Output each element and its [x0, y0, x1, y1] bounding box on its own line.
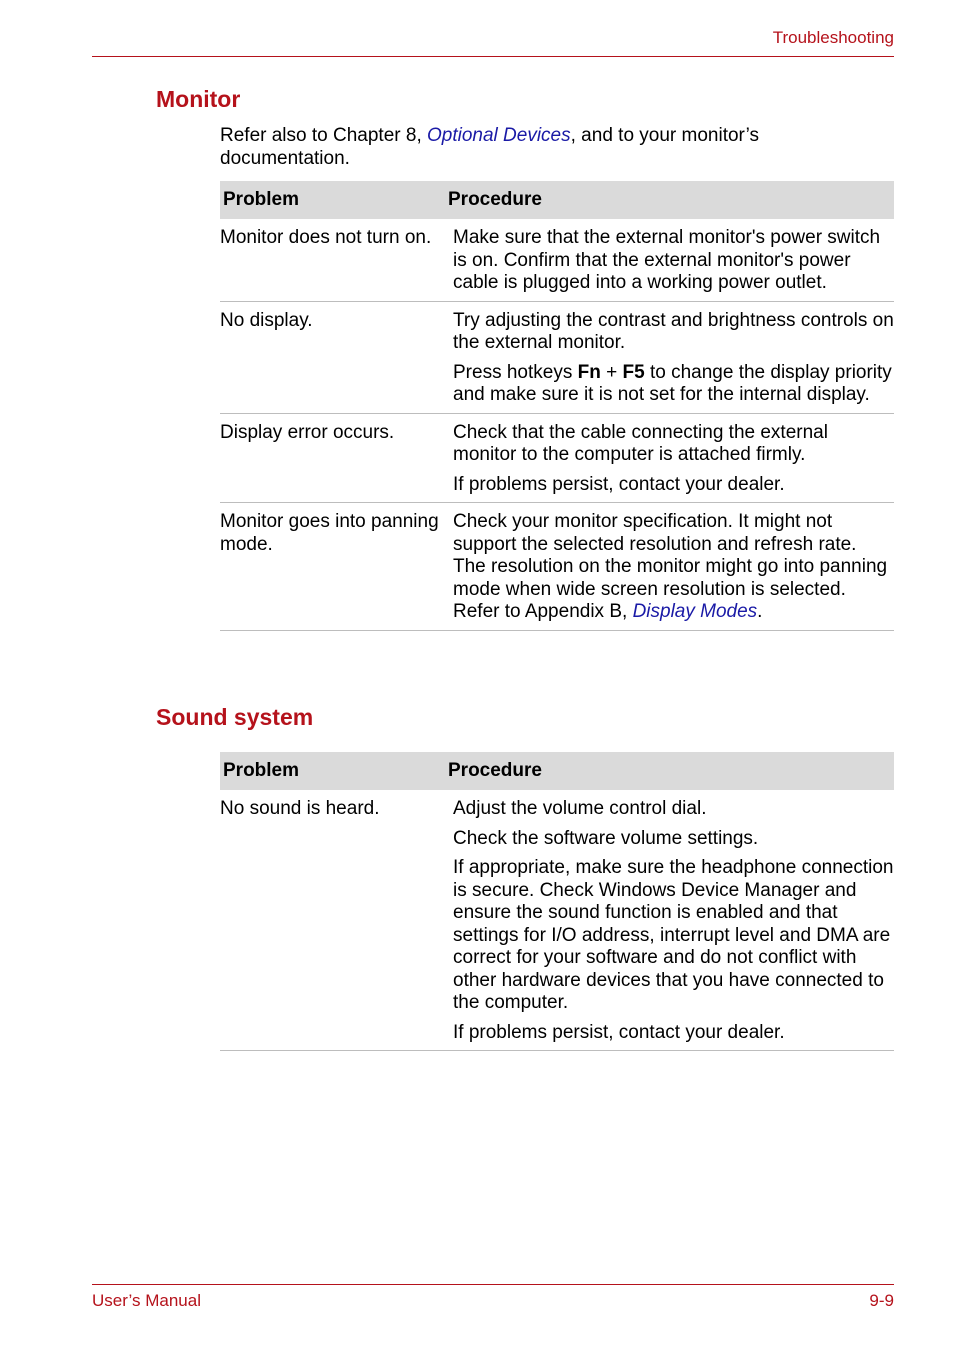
intro-text: Refer also to Chapter 8, [220, 125, 427, 146]
procedure-text: Check the software volume settings. [453, 827, 759, 849]
procedure-cell [453, 227, 894, 295]
table-row [220, 219, 894, 302]
problem-cell: Monitor does not turn on. [220, 227, 432, 248]
running-header: Troubleshooting [772, 28, 894, 47]
hotkey-fn: Fn [577, 361, 601, 383]
procedure-cell [453, 798, 894, 1044]
column-header-problem: Problem [223, 759, 300, 781]
table-header [220, 181, 894, 219]
procedure-text [453, 362, 894, 407]
intro-text-end: , and to your monitor’s documentation. [220, 125, 759, 169]
procedure-text-part: Press hotkeys [453, 361, 578, 383]
problem-cell: No display. [220, 309, 313, 331]
procedure-text: If appropriate, make sure the headphone connection is secure. Check Windows Device Manager and ensure the sound function is enabled and that settings for I/O address, interrupt level and DMA are correct for your software and do not conflict with other hardware devices that you have connected to the computer. [453, 857, 894, 1013]
table-row [220, 302, 894, 414]
procedure-text: If problems persist, contact your dealer. [453, 473, 785, 495]
section-title-monitor: Monitor [156, 86, 241, 112]
procedure-text-part: Check your monitor specification. It might not support the selected resolution and refresh rate. The resolution on the monitor might go into panning mode when wide screen resolution is selected. Refer to Appendix B, [453, 511, 888, 622]
section-title-sound-system: Sound system [156, 704, 314, 730]
problem-cell: No sound is heard. [220, 798, 380, 819]
column-header-problem: Problem [223, 188, 300, 210]
page-number: 9-9 [869, 1291, 894, 1310]
column-header-procedure: Procedure [448, 188, 542, 210]
procedure-cell [453, 511, 894, 624]
procedure-text [453, 511, 894, 624]
procedure-text: Check that the cable connecting the external monitor to the computer is attached firmly. [453, 421, 828, 465]
problem-cell: Monitor goes into panning mode. [220, 511, 439, 555]
procedure-cell [453, 310, 894, 407]
procedure-text-part: . [757, 601, 763, 622]
problem-cell: Display error occurs. [220, 421, 395, 443]
header-rule [92, 56, 894, 57]
footer-rule [92, 1284, 894, 1285]
table-row [220, 414, 894, 504]
table-row [220, 790, 894, 1051]
table-row [220, 503, 894, 631]
procedure-text: Make sure that the external monitor's power switch is on. Confirm that the external monitor's power cable is plugged into a working power outlet. [453, 227, 881, 293]
procedure-text-part: + [600, 361, 623, 383]
column-header-procedure: Procedure [448, 759, 542, 781]
display-modes-link[interactable]: Display Modes [632, 601, 758, 622]
procedure-text-part: to change the display priority and make sure it is not set for the internal display. [453, 361, 892, 405]
procedure-text: Try adjusting the contrast and brightness controls on the external monitor. [453, 309, 894, 353]
procedure-text: Adjust the volume control dial. [453, 798, 707, 819]
procedure-text: If problems persist, contact your dealer. [453, 1021, 785, 1043]
hotkey-f5: F5 [622, 361, 645, 383]
procedure-cell [453, 422, 894, 497]
monitor-table [220, 181, 894, 631]
optional-devices-link[interactable]: Optional Devices [427, 125, 571, 146]
monitor-intro [220, 124, 860, 170]
sound-table [220, 752, 894, 1051]
table-header [220, 752, 894, 790]
manual-name: User’s Manual [92, 1291, 201, 1310]
